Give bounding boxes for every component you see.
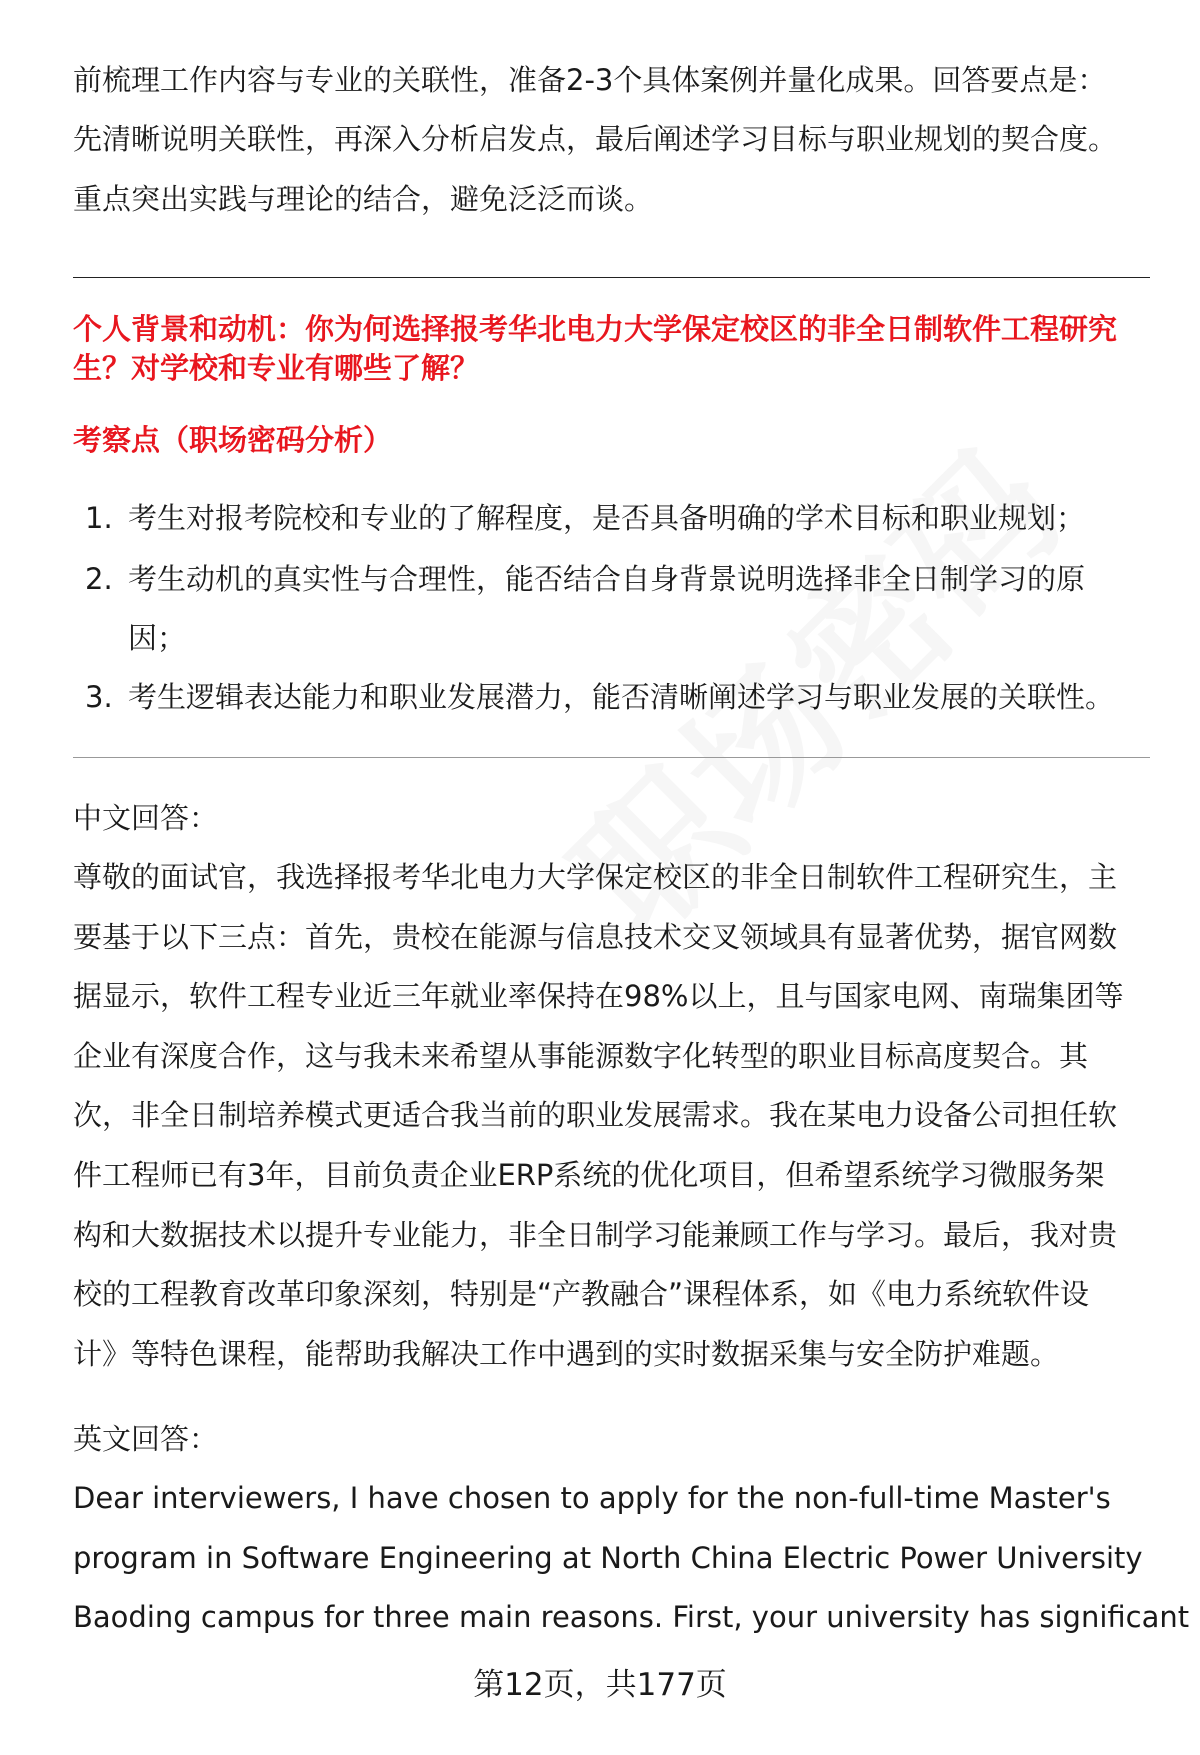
list-item: 因； [128,621,187,655]
paragraph-line: 件工程师已有3年，目前负责企业ERP系统的优化项目，但希望系统学习微服务架 [73,1158,1105,1192]
paragraph-line: 要基于以下三点：首先，贵校在能源与信息技术交叉领域具有显著优势，据官网数 [73,919,1118,954]
intro-line: 先清晰说明关联性，再深入分析启发点，最后阐述学习目标与职业规划的契合度。 [73,122,1118,156]
paragraph-line: 次，非全日制培养模式更适合我当前的职业发展需求。我在某电力设备公司担任软 [73,1098,1118,1133]
paragraph-line: 计》等特色课程，能帮助我解决工作中遇到的实时数据采集与安全防护难题。 [73,1336,1060,1371]
list-item: 考生动机的真实性与合理性，能否结合自身背景说明选择非全日制学习的原 [128,562,1086,596]
page-footer: 第12页，共177页 [473,1667,727,1703]
paragraph-line: 构和大数据技术以提升专业能力，非全日制学习能兼顾工作与学习。最后，我对贵 [73,1217,1118,1252]
paragraph-line: 尊敬的面试官，我选择报考华北电力大学保定校区的非全日制软件工程研究生，主 [73,860,1118,894]
paragraph-line: Dear interviewers, I have chosen to apply for the non-full-time Master's [73,1481,1111,1515]
paragraph-line: Baoding campus for three main reasons. First, your university has significant [73,1600,1190,1635]
paragraph-line: 企业有深度合作，这与我未来希望从事能源数字化转型的职业目标高度契合。其 [73,1038,1089,1073]
paragraph-line: program in Software Engineering at North China Electric Power University [73,1540,1143,1575]
question-heading: 生？对学校和专业有哪些了解？ [73,351,480,385]
list-number: 1. [85,501,113,535]
section-title: 考察点（职场密码分析） [73,423,393,457]
list-number: 2. [85,562,113,596]
intro-line: 前梳理工作内容与专业的关联性，准备2-3个具体案例并量化成果。回答要点是： [73,63,1107,97]
divider [73,757,1150,758]
intro-line: 重点突出实践与理论的结合，避免泛泛而谈。 [73,182,654,216]
paragraph-line: 据显示，软件工程专业近三年就业率保持在98%以上，且与国家电网、南瑞集团等 [73,979,1124,1014]
divider [73,277,1150,278]
english-answer-label: 英文回答： [73,1422,219,1456]
list-item: 考生对报考院校和专业的了解程度，是否具备明确的学术目标和职业规划； [128,501,1086,535]
list-item: 考生逻辑表达能力和职业发展潜力，能否清晰阐述学习与职业发展的关联性。 [128,680,1115,714]
chinese-answer-label: 中文回答： [73,801,219,835]
question-heading: 个人背景和动机：你为何选择报考华北电力大学保定校区的非全日制软件工程研究 [73,312,1118,346]
list-number: 3. [85,680,113,714]
paragraph-line: 校的工程教育改革印象深刻，特别是“产教融合”课程体系，如《电力系统软件设 [73,1277,1090,1312]
